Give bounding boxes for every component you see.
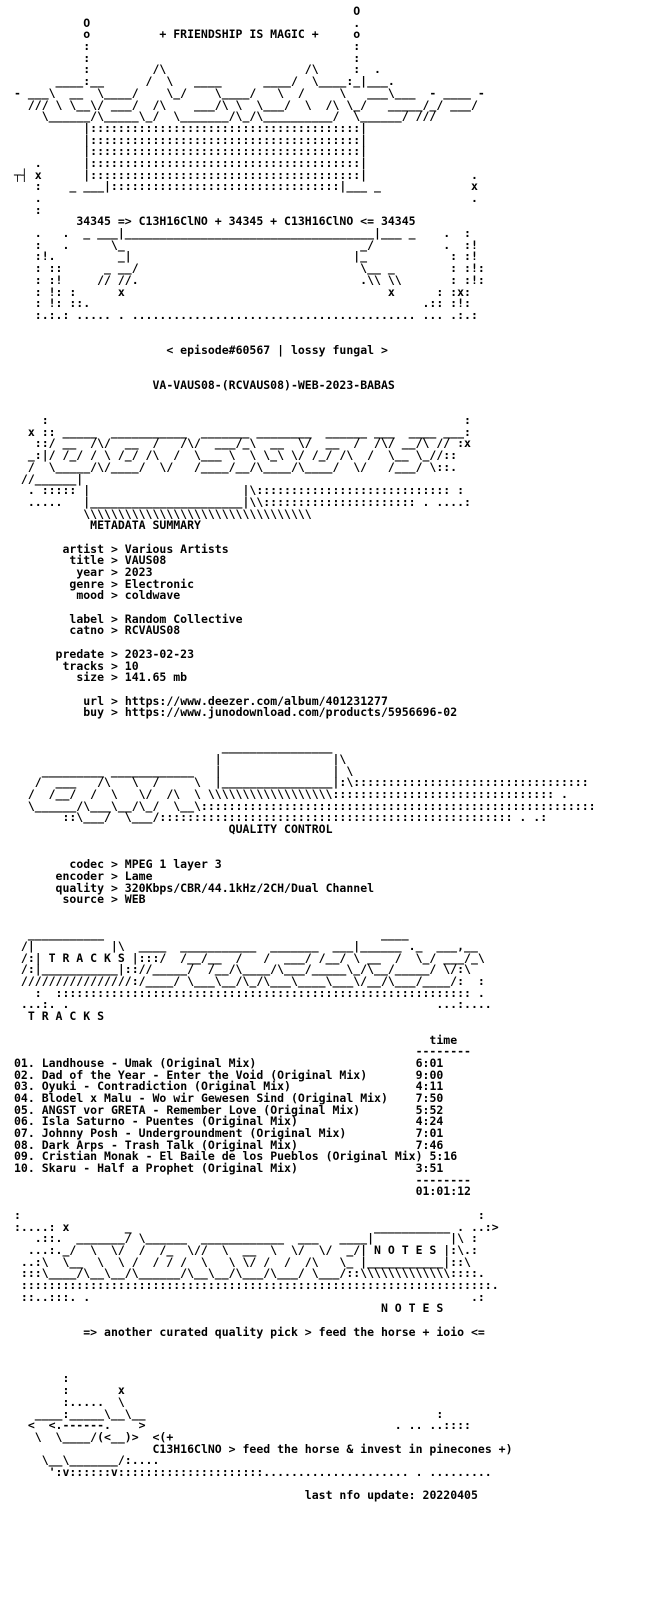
header-ascii-line: |:::::::::::::::::::::::::::::::::::::::| <box>14 132 368 147</box>
tracks-title: T R A C K S <box>27 1009 105 1024</box>
field-row: artist > Various Artists <box>62 541 229 556</box>
slogan-text: C13H16ClNO > feed the horse & invest in pinecones +) <box>152 1441 513 1456</box>
track-time: 9:00 <box>415 1067 444 1082</box>
header-art-bottom <box>14 228 648 322</box>
quality-ascii-line: _________ ____________ | | \ <box>14 763 354 778</box>
track-title: Isla Saturno - Puentes (Original Mix) <box>41 1114 298 1129</box>
track-title: Johnny Posh - Undergroundment (Original Mix) <box>41 1126 347 1140</box>
field-key: size <box>76 670 105 685</box>
field-value: 141.65 mb <box>124 670 188 685</box>
track-time: 7:50 <box>415 1090 444 1105</box>
header-ascii-line: O . <box>14 15 361 30</box>
header-ascii-line: : : <box>14 50 361 65</box>
field-key: genre <box>69 576 105 591</box>
field-key: artist <box>62 541 105 556</box>
notes-ascii-line: ::..:::. . .: <box>14 1289 485 1304</box>
track-title: Landhouse - Umak (Original Mix) <box>41 1055 257 1070</box>
track-title: Dark Arps - Trash Talk (Original Mix) <box>41 1137 298 1152</box>
quality-ascii-line: ::\___/ \___/::::::::::::::::::::::::::::::::::::::::::::::::::: . .: <box>14 810 548 825</box>
quality-ascii-line: / ___ /\ \ / \ |________________|:\:::::::::::::::::::::::::::::::::: <box>14 775 589 790</box>
tracks-banner <box>14 929 648 1011</box>
track-title: ANGST vor GRETA - Remember Love (Original Mix) <box>41 1102 361 1117</box>
header-ascii-line: : !: : x x : :x: <box>14 284 471 299</box>
tracks-ascii-line: ...:. . ...:.... <box>14 997 492 1012</box>
formula-text: 34345 => C13H16ClNO + 34345 + C13H16ClNO <= 34345 <box>76 214 416 229</box>
header-ascii-line: : : <box>14 39 361 54</box>
update-label: last nfo update: <box>304 1488 416 1503</box>
metadata-banner <box>14 415 648 520</box>
track-time: 7:46 <box>415 1137 444 1152</box>
metadata-ascii-line: _:|/ /_/ / \ /_/ /\ / \___ \ \ \_\ \/ /_/ /\ / \__ \_//:: <box>14 448 458 463</box>
field-row: buy > https://www.junodownload.com/products/5956696-02 <box>83 705 458 720</box>
tracks-ascii-line: ////////////////:/____/ \___\__/\_/\___\____\___\/__/\___/____/: : <box>14 974 485 989</box>
notes-ascii-line: .::. _______/ \______ ____________ ___ ____| |\ : <box>14 1231 478 1246</box>
metadata-ascii-line: \\\\\\\\\\\\\\\\\\\\\\\\\\\\\\\\\ <box>14 506 312 521</box>
track-number: 04. <box>14 1090 35 1105</box>
field-row: source > WEB <box>62 892 146 907</box>
notes-text: => another curated quality pick > feed the horse + ioio <= <box>83 1324 485 1339</box>
field-key: buy <box>83 705 105 720</box>
track-number: 02. <box>14 1067 35 1082</box>
track-number: 03. <box>14 1079 35 1094</box>
track-list <box>14 1055 648 1176</box>
total-rule: -------- <box>415 1172 471 1187</box>
quality-ascii-line: | |\ <box>14 752 347 766</box>
notes-ascii-line: :....: x _ ___________ . ..:> <box>14 1219 499 1234</box>
field-value: Various Artists <box>124 541 229 556</box>
field-value: Lame <box>124 868 153 883</box>
header-ascii-line: - ___\ __ \____/ \_/ \____/ \ / \ ___\___ - ____ - <box>14 85 485 100</box>
notes-ascii-line: ..:\ \__ \ \ / / / / \ \ \/ / / /\ \_ |___________|::\ <box>14 1254 471 1269</box>
header-ascii-line: : !: ::. .:: :!: <box>14 296 471 311</box>
track-time: 5:52 <box>415 1102 444 1117</box>
field-value: 2023-02-23 <box>124 646 195 661</box>
field-key: quality <box>55 880 105 895</box>
header-ascii-line: : :! // //. .\\ \\ : :!: <box>14 272 485 287</box>
field-row: title > VAUS08 <box>69 553 167 568</box>
field-row: year > 2023 <box>76 565 153 579</box>
field-row: mood > coldwave <box>76 588 181 603</box>
field-value: coldwave <box>124 588 181 603</box>
header-ascii-line: ┬┤ x |:::::::::::::::::::::::::::::::::::::::| . <box>14 167 478 182</box>
quality-title-line <box>14 824 648 836</box>
field-row: predate > 2023-02-23 <box>55 646 195 661</box>
episode-line <box>14 342 648 357</box>
header-ascii-line: /// \ \__\/ ___/ /\ ___/\ \ \___/ \ /\ \_/ _____/_/ ___/ <box>14 97 478 112</box>
field-row: encoder > Lame <box>55 868 153 883</box>
release-line <box>14 380 648 392</box>
quality-ascii-line: / /__/ / \ \/ /\ \ \\\\\\\\\\\\\\\\\\:::::::::::::::::::::::::::::::: . <box>14 787 568 802</box>
track-title: Oyuki - Contradiction (Original Mix) <box>41 1079 291 1094</box>
track-time: 5:16 <box>429 1149 458 1164</box>
field-key: url <box>83 693 105 708</box>
field-value: Electronic <box>124 576 195 591</box>
field-value: RCVAUS08 <box>124 623 181 638</box>
tracks-ascii-line: /:| T R A C K S |:::/ /__/__ / / ___/ /__/ \ __ / \_/ ___/_\ <box>14 950 485 965</box>
track-time: 4:24 <box>415 1114 444 1129</box>
field-row: quality > 320Kbps/CBR/44.1kHz/2CH/Dual Channel <box>55 880 375 895</box>
field-key: codec <box>69 857 105 872</box>
footer-ascii-line: \ \____/(<__)> <(+ <box>14 1429 174 1444</box>
field-value: 2023 <box>124 565 153 579</box>
time-rule: -------- <box>415 1044 471 1059</box>
field-key: title <box>69 553 105 568</box>
tracks-ascii-line: : :::::::::::::::::::::::::::::::::::::::::::::::::::::::::::: . <box>14 985 485 1000</box>
track-title: Skaru - Half a Prophet (Original Mix) <box>41 1161 298 1176</box>
footer-ascii-line: < <.------. > . .. ..:::: <box>14 1418 471 1433</box>
header-ascii-line: . . _ ___|____________________________________|___ _ . : <box>14 226 471 241</box>
quality-ascii-line: \______/\___\__/\_/ \__\::::::::::::::::::::::::::::::::::::::::::::::::::::::::: <box>14 798 596 813</box>
field-key: encoder <box>55 868 105 883</box>
header-ascii-line: : . \_ _/ . :! <box>14 237 478 252</box>
field-key: predate <box>55 646 105 661</box>
footer-ascii-line: :..... \ <box>14 1394 125 1409</box>
metadata-ascii-line: / \_____/\/____/ \/ /____/__/\____/\____/ \/ /___/ \::. <box>14 459 458 474</box>
track-number: 10. <box>14 1161 35 1176</box>
notes-title: N O T E S <box>380 1301 444 1316</box>
field-row: codec > MPEG 1 layer 3 <box>69 857 222 872</box>
track-number: 09. <box>14 1149 35 1164</box>
header-ascii-line: : /\ /\ : . <box>14 62 381 77</box>
field-row: url > https://www.deezer.com/album/401231277 <box>83 693 388 708</box>
header-ascii-line: . . <box>14 191 478 205</box>
header-ascii-line: :!. _| |_ : :! <box>14 249 478 264</box>
field-row: catno > RCVAUS08 <box>69 623 181 638</box>
footer-ascii-line: ':v::::::v:::::::::::::::::::::..................... . ......... <box>14 1464 492 1479</box>
header-ascii-line: : :: _ __/ \__ _ : :!: <box>14 261 485 276</box>
tracks-title-line <box>14 1011 648 1023</box>
field-key: catno <box>69 623 105 638</box>
header-ascii-line: :.:.: ..... . ......................................... ... .:.: <box>14 307 478 322</box>
metadata-ascii-line: //______| <box>14 471 84 486</box>
episode-text: < episode#60567 | lossy fungal > <box>166 342 388 357</box>
footer-ascii-line: : x <box>14 1383 125 1398</box>
field-row: genre > Electronic <box>69 576 195 591</box>
quality-banner <box>14 742 648 824</box>
metadata-ascii-line: ::/ __ /\/ __ / /\/ ___/_\ __ \/ __ / /\/ __/\ // :x <box>14 436 471 451</box>
update-line <box>14 1490 648 1502</box>
track-time: 4:11 <box>415 1079 444 1094</box>
notes-ascii-line: ::::::::::::::::::::::::::::::::::::::::::::::::::::::::::::::::::::. <box>14 1277 499 1292</box>
field-value: 10 <box>124 658 139 673</box>
metadata-title: METADATA SUMMARY <box>90 518 201 533</box>
time-header: time <box>429 1032 458 1047</box>
notes-banner <box>14 1207 648 1304</box>
field-key: label <box>69 611 105 626</box>
release-name: VA-VAUS08-(RCVAUS08)-WEB-2023-BABAS <box>152 378 395 392</box>
notes-ascii-line: ...:._/ \ \/ / /_ \// \ __ \ \/ \/ _/| N O T E S |:\.: <box>14 1242 478 1257</box>
quality-fields <box>14 859 648 906</box>
field-key: tracks <box>62 658 105 673</box>
track-number: 06. <box>14 1114 35 1129</box>
notes-line <box>14 1324 648 1339</box>
field-key: year <box>76 565 105 579</box>
header-ascii-line: ____:__ / \ ____ ____/ \____:_|___. <box>14 74 395 89</box>
field-value: 320Kbps/CBR/44.1kHz/2CH/Dual Channel <box>124 880 375 895</box>
metadata-fields <box>14 541 648 720</box>
track-number: 01. <box>14 1055 35 1070</box>
track-number: 05. <box>14 1102 35 1117</box>
track-title: Blodel x Malu - Wo wir Gewesen Sind (Original Mix) <box>41 1090 388 1105</box>
header-ascii-line: o + FRIENDSHIP IS MAGIC + o <box>14 27 361 42</box>
metadata-title-line <box>14 520 648 532</box>
field-value: WEB <box>124 892 146 907</box>
header-ascii-line: : <box>14 202 42 217</box>
track-time: 6:01 <box>415 1055 444 1070</box>
footer-ascii-line: \__\_______/:.... <box>14 1453 160 1468</box>
field-value[interactable]: https://www.junodownload.com/products/5956696-02 <box>124 705 458 720</box>
tracks-ascii-line: /:|___________|:://_____/ /__/\____/\___/_____\_/\__/_____/ \/:\ <box>14 962 471 977</box>
metadata-ascii-line: . ::::: | |\:::::::::::::::::::::::::::: : <box>14 483 465 498</box>
quality-title: QUALITY CONTROL <box>228 822 333 837</box>
footer-ascii-line: : <box>14 1371 70 1386</box>
notes-title-line <box>14 1303 648 1315</box>
field-key: source <box>62 892 105 907</box>
track-title: Cristian Monak - El Baile de los Pueblos (Original Mix) <box>41 1149 423 1164</box>
header-ascii-line: |:::::::::::::::::::::::::::::::::::::::| <box>14 120 368 135</box>
track-time: 3:51 <box>415 1161 444 1176</box>
track-title: Dad of the Year - Enter the Void (Original Mix) <box>41 1067 368 1082</box>
tracks-ascii-line: /| |\ ____ ___________ _______ ___|______ ._ ___,__ <box>14 939 478 953</box>
metadata-ascii-line: : : <box>14 413 471 428</box>
header-art <box>14 6 648 216</box>
footer-art-after <box>14 1455 648 1478</box>
total-time-line <box>14 1186 648 1198</box>
notes-ascii-line: :::\____/\__\__/\______/\__\__/\___/\___/ \___/::\\\\\\\\\\\\\::::. <box>14 1266 485 1281</box>
field-row: label > Random Collective <box>69 611 243 626</box>
metadata-ascii-line: x :: _____ ___________ _______ ________ ______ ___ ____ ___: <box>14 424 471 439</box>
footer-art <box>14 1373 648 1443</box>
field-value: MPEG 1 layer 3 <box>124 857 222 872</box>
header-ascii-line: |:::::::::::::::::::::::::::::::::::::::| <box>14 144 368 159</box>
field-row: size > 141.65 mb <box>76 670 188 685</box>
header-ascii-line: : _ ___|:::::::::::::::::::::::::::::::::|___ _ x <box>14 179 478 194</box>
field-row: tracks > 10 <box>62 658 139 673</box>
header-ascii-line: \______/\_____\_/ \_______/\_/\__________/ \______/ /// <box>14 109 437 124</box>
header-ascii-line: . |:::::::::::::::::::::::::::::::::::::::| <box>14 155 368 170</box>
field-key: mood <box>76 588 105 603</box>
track-number: 08. <box>14 1137 35 1152</box>
total-time: 01:01:12 <box>415 1184 471 1199</box>
track-time: 7:01 <box>415 1126 444 1140</box>
field-value: Random Collective <box>124 611 243 626</box>
track-number: 07. <box>14 1126 35 1140</box>
tracks-ascii-line: ___________ ____ <box>14 927 409 942</box>
metadata-ascii-line: ..... |______________________|\\:::::::::::::::::::::: . ....: <box>14 494 471 509</box>
footer-ascii-line: ____:_____\__\__ : <box>14 1406 444 1421</box>
field-value[interactable]: https://www.deezer.com/album/401231277 <box>124 693 388 708</box>
quality-ascii-line: ________________ <box>14 740 333 755</box>
header-ascii-line: O <box>14 4 361 18</box>
field-value: VAUS08 <box>124 553 167 568</box>
notes-ascii-line: : : <box>14 1207 485 1222</box>
update-value: 20220405 <box>422 1488 478 1503</box>
